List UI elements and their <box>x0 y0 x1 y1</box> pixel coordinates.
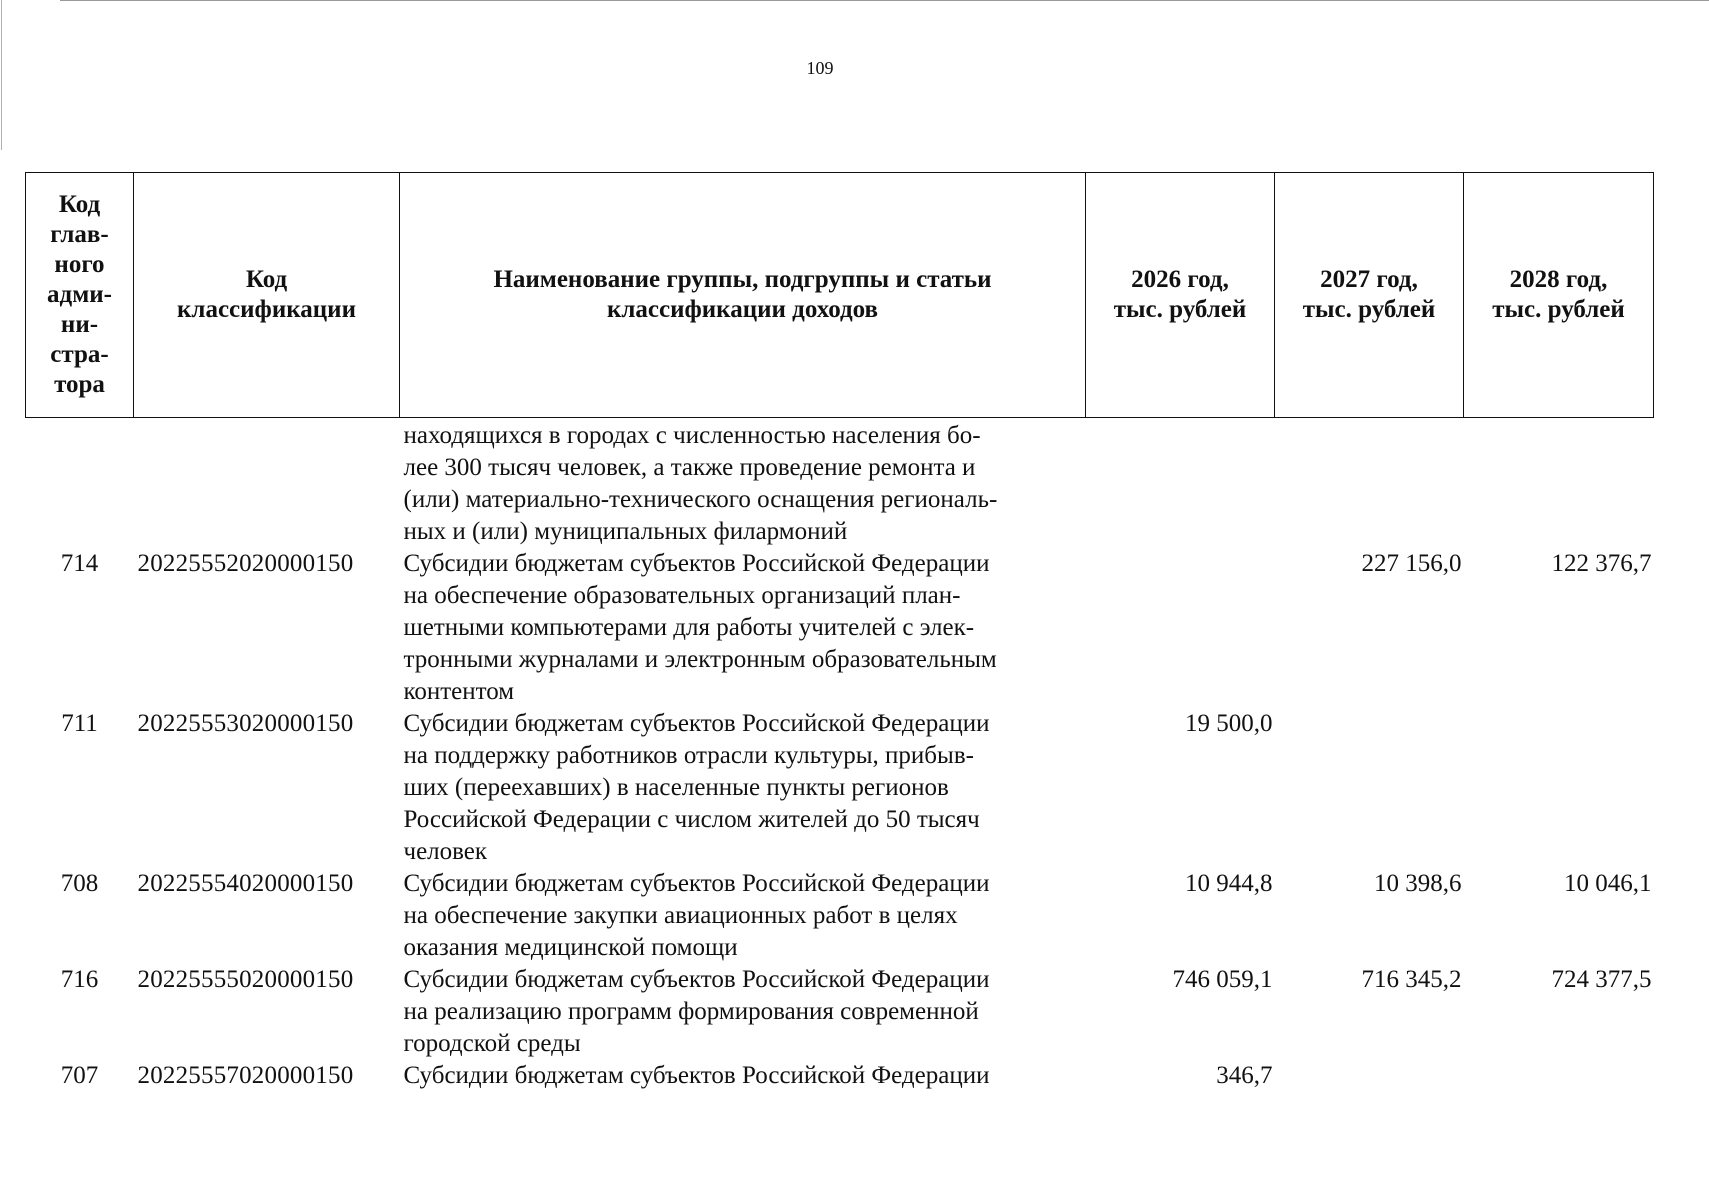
cell-value-2027 <box>1275 1060 1464 1092</box>
cell-value-2028: 724 377,5 <box>1551 966 1652 993</box>
cell-value-2028 <box>1464 1060 1654 1092</box>
cell-classification-code: 20225557020000150 <box>137 1062 354 1089</box>
table-row <box>26 420 1654 548</box>
cell-value-2026: 19 500,0 <box>1185 710 1273 737</box>
revenue-classification-table <box>25 172 1654 1092</box>
cell-value-2027 <box>1275 420 1464 548</box>
cell-value-2026: 746 059,1 <box>1172 966 1273 993</box>
cell-classification-code: 20225553020000150 <box>137 710 354 737</box>
cell-value-2026 <box>1086 548 1275 708</box>
cell-admin-code: 716 <box>60 966 99 993</box>
header-year-2027: 2027 год, тыс. рублей <box>1275 173 1464 418</box>
cell-name: Субсидии бюджетам субъектов Российской Федерации <box>403 1062 990 1089</box>
table-row <box>26 1060 1654 1092</box>
cell-classification-code <box>134 420 400 548</box>
cell-admin-code: 711 <box>61 710 98 737</box>
table-row <box>26 548 1654 708</box>
cell-value-2028 <box>1464 708 1654 868</box>
cell-admin-code: 707 <box>60 1062 99 1089</box>
cell-classification-code: 20225555020000150 <box>137 966 354 993</box>
table-header-row <box>26 173 1654 418</box>
cell-value-2027: 10 398,6 <box>1374 870 1462 897</box>
cell-value-2028 <box>1464 420 1654 548</box>
cell-admin-code: 714 <box>60 550 99 577</box>
table-row <box>26 868 1654 964</box>
cell-value-2027: 227 156,0 <box>1361 550 1462 577</box>
cell-value-2028: 10 046,1 <box>1564 870 1652 897</box>
header-year-2026: 2026 год, тыс. рублей <box>1086 173 1275 418</box>
cell-name: Субсидии бюджетам субъектов Российской Федерации на обеспечение образовательных организаций план- шетными компьютерами для работы учителей с элек- тронными журналами и электронным образовательным контентом <box>403 550 997 705</box>
cell-name: Субсидии бюджетам субъектов Российской Федерации на обеспечение закупки авиационных работ в целях оказания медицинской помощи <box>403 870 990 961</box>
cell-value-2026 <box>1086 420 1275 548</box>
cell-admin-code <box>26 420 134 548</box>
cell-classification-code: 20225552020000150 <box>137 550 354 577</box>
header-classification-code: Код классификации <box>134 173 400 418</box>
cell-admin-code: 708 <box>60 870 99 897</box>
cell-value-2027: 716 345,2 <box>1361 966 1462 993</box>
header-admin-code: Код глав- ного адми- ни- стра- тора <box>26 173 134 418</box>
header-year-2028: 2028 год, тыс. рублей <box>1464 173 1654 418</box>
cell-name: находящихся в городах с численностью населения бо- лее 300 тысяч человек, а также проведение ремонта и (или) материально-технического оснащения региональ- ных и (или) муниципальных филармоний <box>403 422 998 545</box>
cell-value-2028: 122 376,7 <box>1551 550 1652 577</box>
cell-value-2026: 346,7 <box>1216 1062 1273 1089</box>
cell-name: Субсидии бюджетам субъектов Российской Федерации на поддержку работников отрасли культуры, прибыв- ших (переехавших) в населенные пункты регионов Российской Федерации с числом жителей до 50 тысяч человек <box>403 710 990 865</box>
cell-name: Субсидии бюджетам субъектов Российской Федерации на реализацию программ формирования современной городской среды <box>403 966 990 1057</box>
table-row <box>26 964 1654 1060</box>
page-number: 109 <box>806 58 834 78</box>
cell-classification-code: 20225554020000150 <box>137 870 354 897</box>
cell-value-2026: 10 944,8 <box>1185 870 1273 897</box>
cell-value-2027 <box>1275 708 1464 868</box>
table-row <box>26 708 1654 868</box>
header-name: Наименование группы, подгруппы и статьи классификации доходов <box>400 173 1086 418</box>
top-border-line <box>60 0 1709 1</box>
